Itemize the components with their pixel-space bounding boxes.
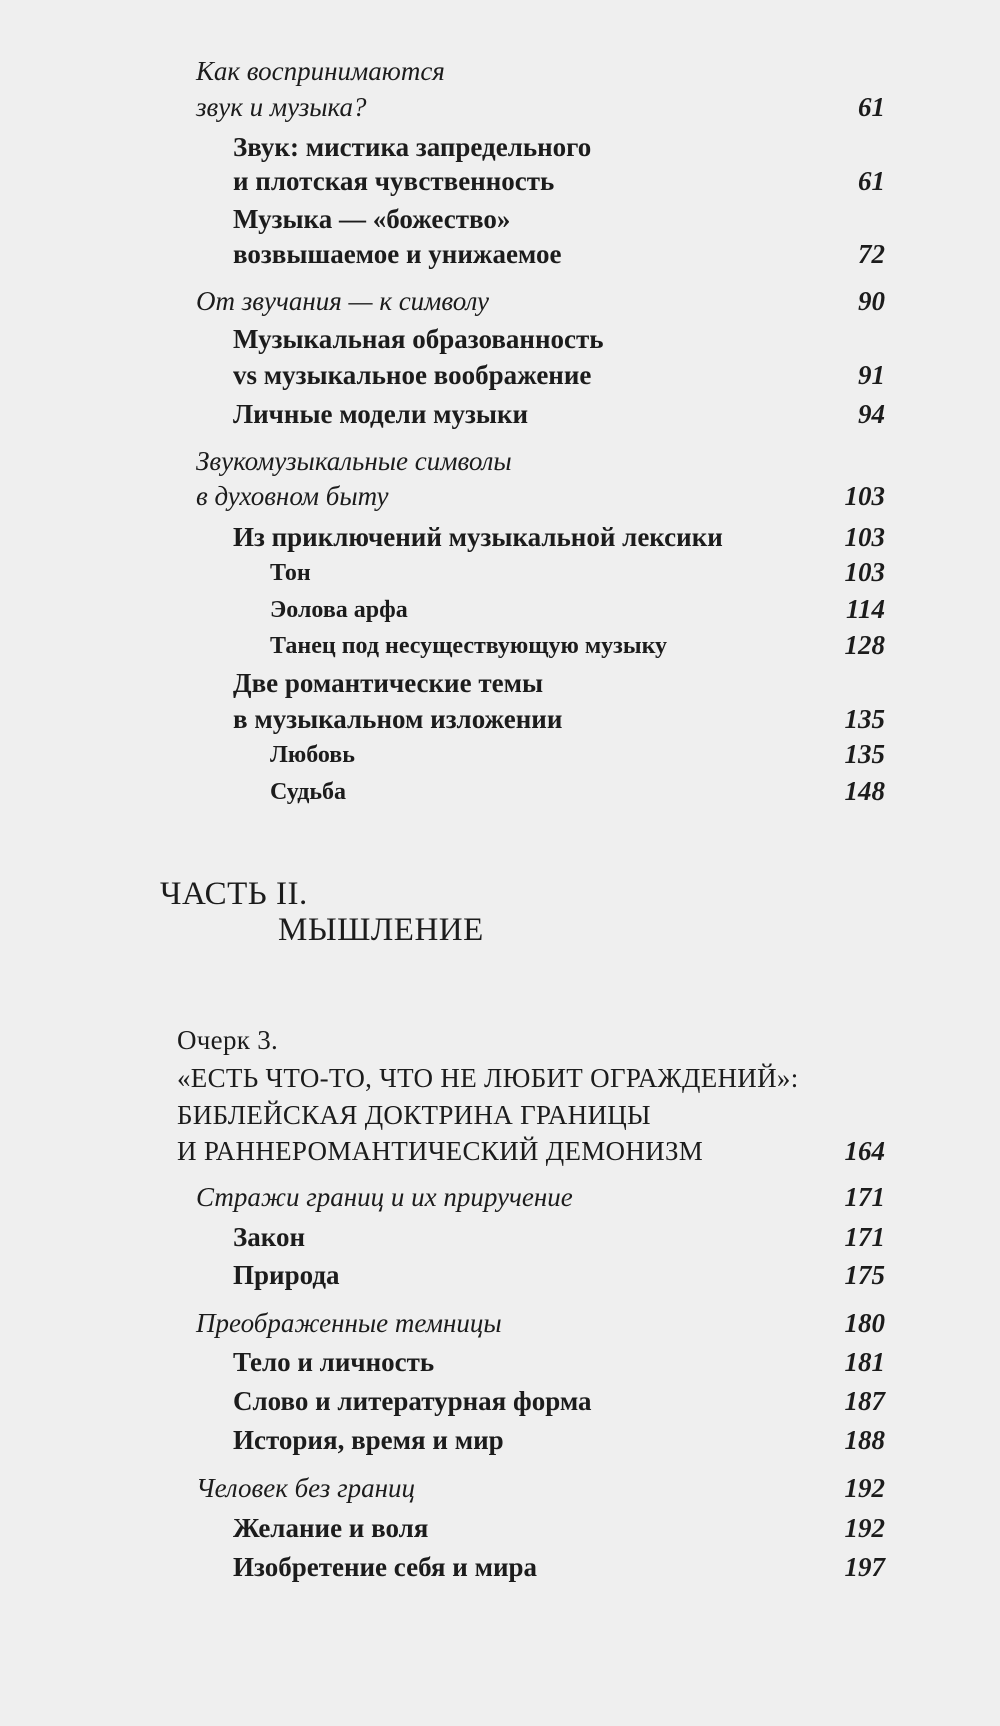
toc-entry-sub: vs музыкальное воображение — [233, 360, 592, 390]
toc-entry-sub: Изобретение себя и мира — [233, 1552, 538, 1582]
toc-entry-sub: Природа — [233, 1260, 340, 1290]
toc-entry-subsub: Эолова арфа — [270, 597, 408, 623]
toc-entry-sub: Музыкальная образованность — [233, 324, 604, 354]
toc-entry-section: в духовном быту — [196, 481, 389, 511]
page-number: 148 — [844, 776, 885, 806]
page-number: 197 — [844, 1552, 885, 1582]
essay-title-line: БИБЛЕЙСКАЯ ДОКТРИНА ГРАНИЦЫ — [177, 1100, 651, 1130]
page-number: 103 — [844, 557, 885, 587]
page-number: 181 — [844, 1347, 885, 1377]
toc-entry-sub: возвышаемое и унижаемое — [233, 239, 562, 269]
toc-entry-sub: Личные модели музыки — [233, 399, 529, 429]
page-number: 192 — [844, 1473, 885, 1503]
page-number: 187 — [844, 1386, 885, 1416]
page-number: 61 — [858, 166, 885, 196]
toc-entry-sub: Желание и воля — [233, 1513, 429, 1543]
page-number: 164 — [844, 1136, 885, 1166]
page-number: 135 — [844, 704, 885, 734]
toc-entry-sub: История, время и мир — [233, 1425, 504, 1455]
toc-entry-section: Звукомузыкальные символы — [196, 446, 512, 476]
toc-entry-sub: Две романтические темы — [233, 668, 544, 698]
page-number: 103 — [844, 522, 885, 552]
toc-entry-section: Человек без границ — [196, 1473, 416, 1503]
toc-entry-subsub: Любовь — [270, 742, 355, 768]
essay-title-line: И РАННЕРОМАНТИЧЕСКИЙ ДЕМОНИЗМ — [177, 1136, 704, 1166]
toc-entry-section: От звучания — к символу — [196, 286, 490, 316]
page-number: 135 — [844, 739, 885, 769]
page-number: 61 — [858, 92, 885, 122]
toc-entry-sub: Тело и личность — [233, 1347, 435, 1377]
toc-entry-sub: и плотская чувственность — [233, 166, 555, 196]
page-number: 192 — [844, 1513, 885, 1543]
page-number: 180 — [844, 1308, 885, 1338]
part-title: МЫШЛЕНИЕ — [278, 912, 484, 948]
page-number: 114 — [845, 594, 885, 624]
essay-label: Очерк 3. — [177, 1025, 279, 1055]
essay-title-line: «ЕСТЬ ЧТО-ТО, ЧТО НЕ ЛЮБИТ ОГРАЖДЕНИЙ»: — [177, 1063, 799, 1093]
toc-entry-section: звук и музыка? — [196, 92, 367, 122]
page-number: 128 — [844, 630, 885, 660]
toc-entry-subsub: Судьба — [270, 779, 347, 805]
toc-entry-subsub: Танец под несуществующую музыку — [270, 633, 668, 659]
toc-entry-sub: в музыкальном изложении — [233, 704, 563, 734]
page-number: 72 — [858, 239, 885, 269]
toc-entry-sub: Звук: мистика запредельного — [233, 132, 592, 162]
page-number: 188 — [844, 1425, 885, 1455]
toc-entry-sub: Музыка — «божество» — [233, 204, 511, 234]
page-number: 90 — [858, 286, 885, 316]
toc-entry-section: Преображенные темницы — [196, 1308, 502, 1338]
toc-entry-section: Как воспринимаются — [196, 56, 445, 86]
toc-entry-subsub: Тон — [270, 560, 311, 586]
page-number: 103 — [844, 481, 885, 511]
page-number: 94 — [858, 399, 885, 429]
toc-entry-sub: Слово и литературная форма — [233, 1386, 592, 1416]
toc-entry-sub: Из приключений музыкальной лексики — [233, 522, 723, 552]
part-label: ЧАСТЬ II. — [160, 876, 308, 912]
page-number: 171 — [844, 1222, 885, 1252]
toc-entry-sub: Закон — [233, 1222, 306, 1252]
toc-entry-section: Стражи границ и их приручение — [196, 1182, 573, 1212]
page-number: 171 — [844, 1182, 885, 1212]
page-number: 175 — [844, 1260, 885, 1290]
page-number: 91 — [858, 360, 885, 390]
